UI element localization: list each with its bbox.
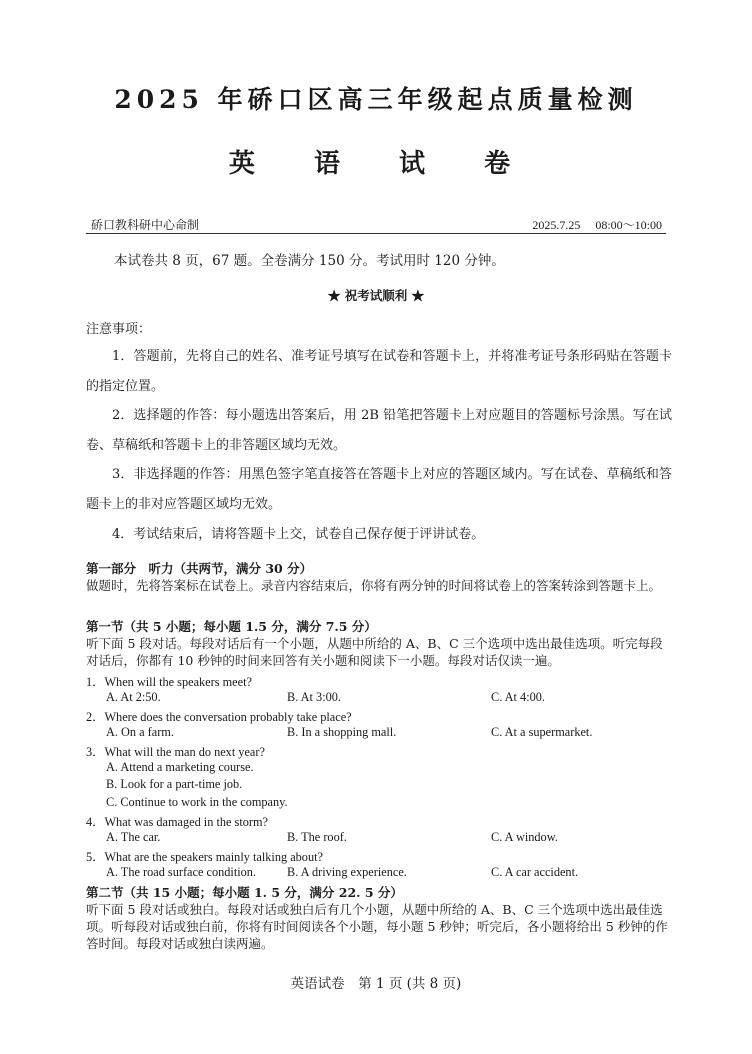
- option-c: C. At a supermarket.: [491, 725, 593, 739]
- page-footer: 英语试卷 第 1 页 (共 8 页): [290, 976, 462, 992]
- part1-block: [86, 560, 672, 594]
- exam-intro: 本试卷共 8 页，67 题。全卷满分 150 分。考试用时 120 分钟。: [114, 253, 505, 269]
- notice-list: [86, 342, 672, 549]
- question-stem: 5．What are the speakers mainly talking about?: [86, 850, 323, 864]
- section2-heading: 第二节（共 15 小题；每小题 1. 5 分，满分 22. 5 分）: [86, 885, 403, 900]
- header-divider: [86, 233, 666, 234]
- option-b: B. The roof.: [287, 830, 347, 844]
- exam-subtitle: 英 语 试 卷: [228, 149, 536, 179]
- question-stem: 1．When will the speakers meet?: [86, 675, 252, 689]
- option-a: A. Attend a marketing course.: [106, 760, 254, 774]
- question-stem: 3．What will the man do next year?: [86, 745, 265, 759]
- option-a: A. At 2:50.: [106, 690, 161, 704]
- option-c: C. Continue to work in the company.: [106, 795, 288, 809]
- option-a: A. The road surface condition.: [106, 865, 257, 879]
- option-b: B. In a shopping mall.: [287, 725, 397, 739]
- question-stem: 2．Where does the conversation probably take place?: [86, 710, 352, 724]
- option-b: B. At 3:00.: [287, 690, 341, 704]
- section1-block: [86, 618, 672, 669]
- good-luck-line: ★ 祝考试顺利 ★: [327, 288, 425, 303]
- option-c: C. At 4:00.: [491, 690, 545, 704]
- notice-item: 3．非选择题的作答：用黑色签字笔直接答在答题卡上对应的答题区域内。写在试卷、草稿纸和答题卡上的非对应答题区域均无效。: [86, 467, 672, 512]
- option-b: B. Look for a part-time job.: [106, 777, 243, 791]
- part1-instruction: 做题时，先将答案标在试卷上。录音内容结束后，你将有两分钟的时间将试卷上的答案转涂到答题卡上。: [86, 578, 662, 593]
- notice-heading: 注意事项：: [86, 322, 152, 337]
- section1-heading: 第一节（共 5 小题；每小题 1.5 分，满分 7.5 分）: [86, 619, 377, 634]
- question-stem: 4．What was damaged in the storm?: [86, 815, 269, 829]
- exam-date-time: 2025.7.25 08:00～10:00: [532, 218, 662, 232]
- section2-instruction: 听下面 5 段对话或独白。每段对话或独白后有几个小题，从题中所给的 A、B、C 三个选项中选出最佳选项。听每段对话或独白前，你将有时间阅读各个小题，每小题 5 秒钟；听完后，各小题将给出 5 秒钟的作答时间。每段对话或独白读两遍。: [86, 902, 668, 951]
- option-c: C. A window.: [491, 830, 558, 844]
- option-a: A. The car.: [106, 830, 161, 844]
- notice-item: 1．答题前，先将自己的姓名、准考证号填写在试卷和答题卡上，并将准考证号条形码贴在答题卡的指定位置。: [86, 349, 672, 394]
- option-a: A. On a farm.: [106, 725, 174, 739]
- notice-item: 4．考试结束后，请将答题卡上交，试卷自己保存便于评讲试卷。: [112, 526, 485, 542]
- option-b: B. A driving experience.: [287, 865, 407, 879]
- issuer: 硚口教科研中心命制: [91, 218, 200, 232]
- section2-block: [86, 884, 672, 952]
- exam-title: 2025 年硚口区高三年级起点质量检测: [114, 85, 638, 114]
- section1-instruction: 听下面 5 段对话。每段对话后有一个小题，从题中所给的 A、B、C 三个选项中选出最佳选项。听完每段对话后，你都有 10 秒钟的时间来回答有关小题和阅读下一小题。每段对话仅读一遍。: [86, 636, 663, 668]
- notice-item: 2．选择题的作答：每小题选出答案后，用 2B 铅笔把答题卡上对应题目的答题标号涂黑。写在试卷、草稿纸和答题卡上的非答题区域均无效。: [86, 408, 672, 453]
- part1-heading: 第一部分 听力（共两节，满分 30 分）: [86, 561, 313, 576]
- option-c: C. A car accident.: [491, 865, 579, 879]
